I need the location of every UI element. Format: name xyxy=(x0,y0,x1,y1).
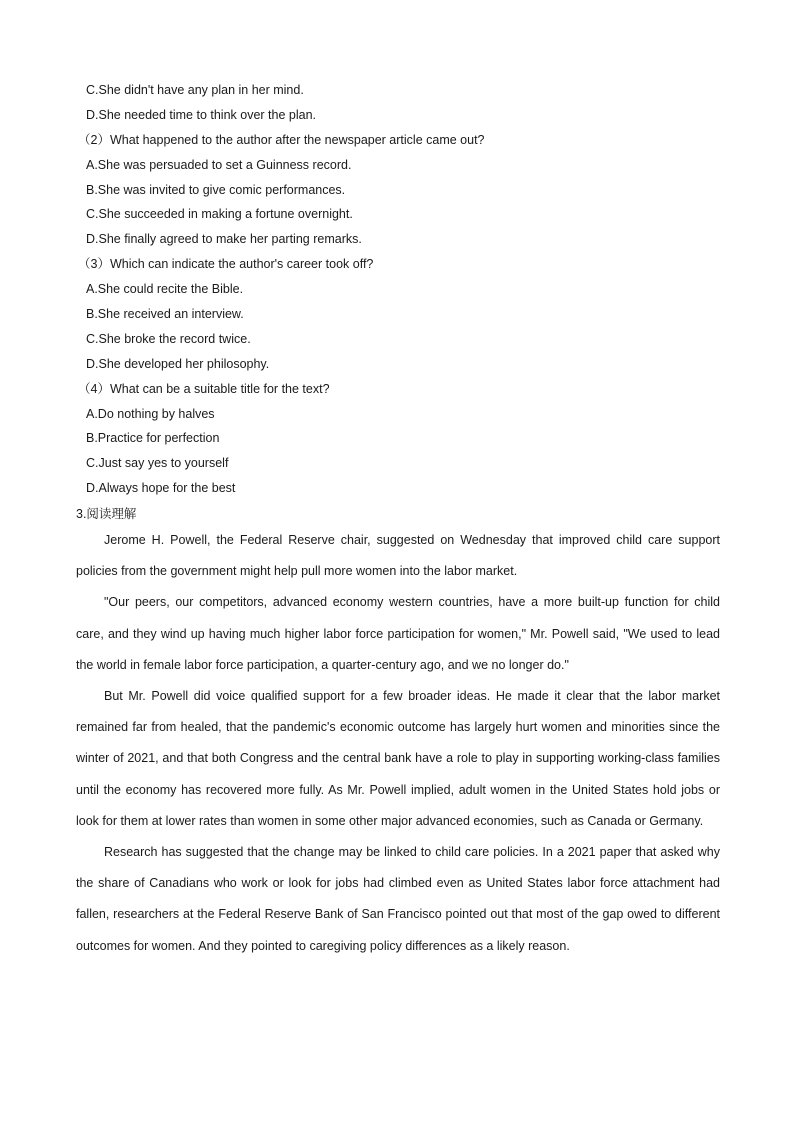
option-2c: C.She succeeded in making a fortune overnight. xyxy=(86,207,353,222)
option-1d: D.She needed time to think over the plan. xyxy=(86,107,317,122)
option-1c: C.She didn't have any plan in her mind. xyxy=(86,83,304,97)
passage-paragraph-3: But Mr. Powell did voice qualified support for a few broader ideas. He made it clear that the labor market remained far from healed, that the pandemic's economic outcome has largely hurt women and minorities since the winter of 2021, and that both Congress and the central bank have a role to play in supporting working-class families until the economy has recovered more fully. As Mr. Powell implied, adult women in the United States hold jobs or look for them at lower rates than women in some other major advanced economies, such as Canada or Germany. xyxy=(76,689,720,828)
question-list xyxy=(78,78,728,501)
option-4b: B.Practice for perfection xyxy=(86,431,220,446)
passage-paragraph-1: Jerome H. Powell, the Federal Reserve chair, suggested on Wednesday that improved child care support policies from the government might help pull more women into the labor market. xyxy=(76,533,720,579)
question-4-stem: （4）What can be a suitable title for the text? xyxy=(78,381,330,396)
passage-paragraph-4: Research has suggested that the change may be linked to child care policies. In a 2021 paper that asked why the share of Canadians who work or look for jobs had climbed even as United States labor force attachment had fallen, researchers at the Federal Reserve Bank of San Francisco pointed out that most of the gap owed to different outcomes for women. And they pointed to caregiving policy differences as a likely reason. xyxy=(76,845,720,953)
option-3b: B.She received an interview. xyxy=(86,307,244,322)
option-2b: B.She was invited to give comic performances. xyxy=(86,182,346,197)
reading-passage xyxy=(76,525,720,962)
option-2d: D.She finally agreed to make her parting remarks. xyxy=(86,232,362,247)
question-3-stem: （3）Which can indicate the author's career took off? xyxy=(78,257,374,272)
option-3c: C.She broke the record twice. xyxy=(86,331,251,346)
section-title: 3.阅读理解 xyxy=(76,507,137,521)
option-4a: A.Do nothing by halves xyxy=(86,406,215,421)
option-3a: A.She could recite the Bible. xyxy=(86,282,244,297)
question-2-stem: （2）What happened to the author after the newspaper article came out? xyxy=(78,132,485,147)
passage-paragraph-2: "Our peers, our competitors, advanced economy western countries, have a more built-up function for child care, and they wind up having much higher labor force participation for women," Mr. Powell said, "We used to lead the world in female labor force participation, a quarter-century ago, and we no longer do." xyxy=(76,595,720,672)
option-4d: D.Always hope for the best xyxy=(86,481,236,496)
option-2a: A.She was persuaded to set a Guinness record. xyxy=(86,157,352,172)
option-3d: D.She developed her philosophy. xyxy=(86,356,270,371)
option-4c: C.Just say yes to yourself xyxy=(86,456,229,471)
